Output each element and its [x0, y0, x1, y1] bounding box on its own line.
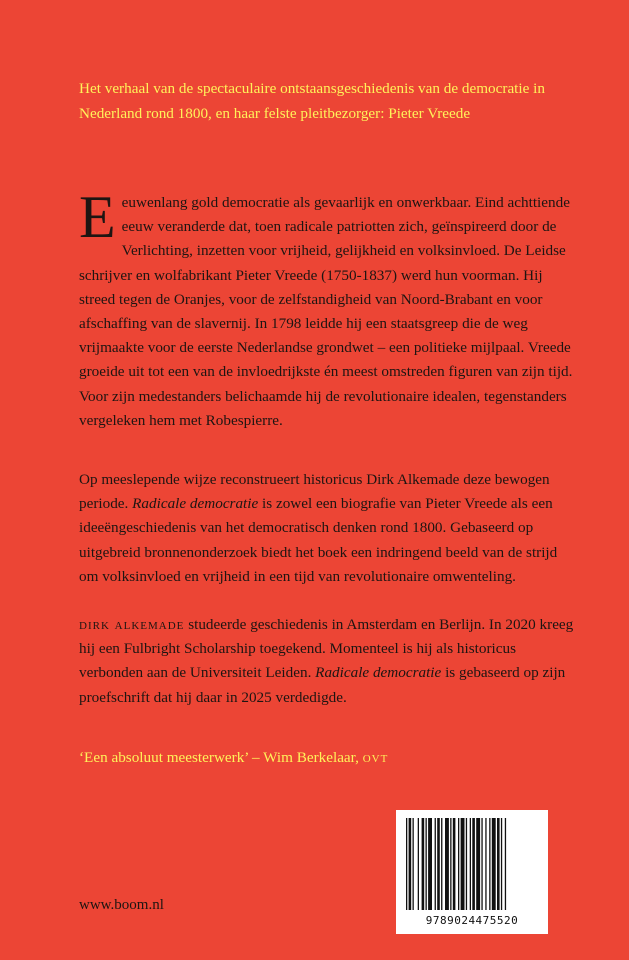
barcode-bar	[476, 818, 480, 910]
barcode-bar	[485, 818, 486, 910]
barcode-bar	[470, 818, 471, 910]
review-quote	[79, 746, 579, 770]
back-cover-tagline: Het verhaal van de spectaculaire ontstaansgeschiedenis van de democratie in Nederland rond 1800, en haar felste pleitbezorger: Pieter Vreede	[79, 80, 545, 122]
paragraph-author	[79, 613, 579, 710]
barcode-bar	[409, 818, 412, 910]
book-title-italic-2: Radicale democratie	[315, 664, 442, 682]
barcode-bar	[461, 818, 465, 910]
barcode-bar	[406, 818, 407, 910]
barcode-bar	[497, 818, 500, 910]
paragraph-intro-text: euwenlang gold democratie als gevaarlijk en onwerkbaar. Eind achttiende eeuw veranderde dat, toen radicale patriotten zich, geïnspireerd door de Verlichting, inzetten voor vrijheid, gelijkheid en volksinvloed. De Leidse schrijver en wolfabrikant Pieter Vreede (1750-1837) werd hun voorman. Hij streed tegen de Oranjes, voor de zelfstandigheid van Noord-Brabant en voor afschaffing van de slavernij. In 1798 leidde hij een staatsgreep die de weg vrijmaakte voor de eerste Nederlandse grondwet – een politieke mijlpaal. Vreede groeide uit tot een van de invloedrijkste én meest omstreden figuren van zijn tijd. Voor zijn medestanders belichaamde hij de revolutionaire idealen, tegenstanders vergeleken hem met Robespierre.	[79, 194, 573, 429]
barcode-bar	[501, 818, 502, 910]
barcode-bar	[428, 818, 432, 910]
barcode-bar	[426, 818, 427, 910]
paragraph-book	[79, 468, 579, 589]
barcode-bar	[492, 818, 496, 910]
publisher-website: www.boom.nl	[79, 897, 164, 913]
author-name: dirk alkemade	[79, 616, 185, 633]
barcode-bar	[458, 818, 459, 910]
barcode-bar	[472, 818, 475, 910]
barcode-bar	[450, 818, 451, 910]
barcode-bar	[422, 818, 425, 910]
barcode-bar	[481, 818, 482, 910]
barcode-bar	[445, 818, 449, 910]
book-title-italic: Radicale democratie	[132, 495, 259, 513]
isbn-barcode	[396, 810, 548, 934]
barcode-bar	[453, 818, 456, 910]
paragraph-author-text-1: studeerde geschiedenis in Amsterdam en Berlijn. In 2020 kreeg hij een Fulbright Scholarship toegekend. Momenteel is hij als historicus verbonden aan de Universiteit Leiden.	[79, 616, 574, 682]
drop-cap: E	[79, 184, 116, 250]
barcode-bar	[441, 818, 442, 910]
isbn-number: 9789024475520	[425, 914, 519, 927]
barcode-bar	[413, 818, 414, 910]
barcode-bar	[505, 818, 506, 910]
review-quote-text: ‘Een absoluut meesterwerk’ – Wim Berkelaar,	[79, 749, 363, 766]
paragraph-book-text-1: Op meeslepende wijze reconstrueert historicus Dirk Alkemade deze bewogen periode.	[79, 471, 550, 513]
barcode-bar	[437, 818, 440, 910]
paragraph-book-text-2: is zowel een biografie van Pieter Vreede als een ideeëngeschiedenis van het democratisch denken rond 1800. Gebaseerd op uitgebreid bronnenonderzoek biedt het boek een indringend beeld van de strijd om volksinvloed en vrijheid in een tijd van revolutionaire omwenteling.	[79, 495, 558, 585]
barcode-bar	[418, 818, 419, 910]
barcode-bar	[435, 818, 436, 910]
barcode-bar	[466, 818, 467, 910]
body-text	[79, 184, 579, 706]
barcode-bar	[489, 818, 490, 910]
barcode-bars	[404, 818, 540, 914]
paragraph-intro	[79, 184, 579, 433]
paragraph-author-text-2: is gebaseerd op zijn proefschrift dat hij daar in 2025 verdedigde.	[79, 664, 566, 706]
review-source: ovt	[362, 749, 389, 766]
